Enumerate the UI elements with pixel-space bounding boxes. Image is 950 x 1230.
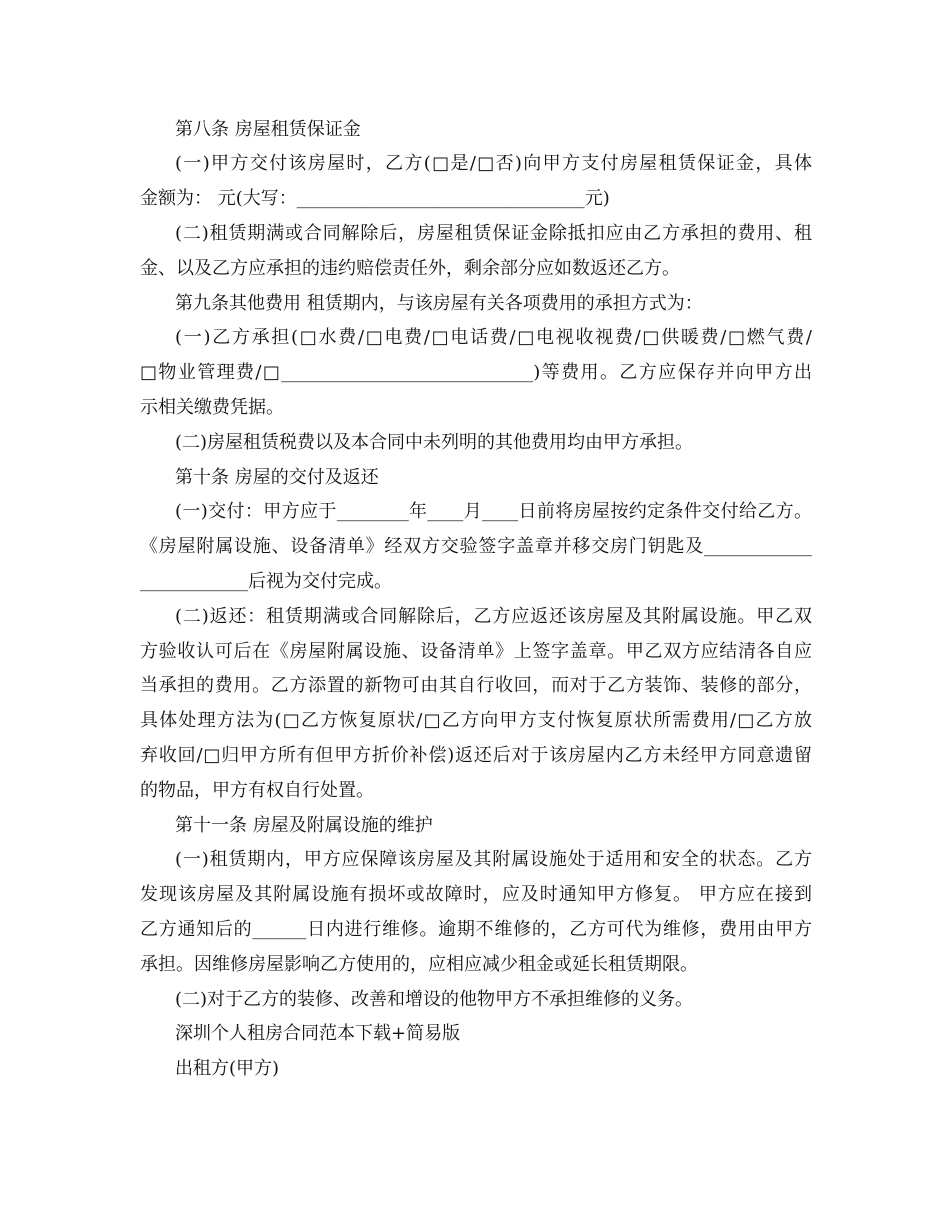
paragraph [140, 843, 812, 982]
paragraph [140, 217, 812, 287]
text-line: (一)租赁期内，甲方应保障该房屋及其附属设施处于适用和安全的状态。乙方 [175, 849, 812, 871]
paragraph [140, 600, 812, 809]
paragraph [140, 1052, 812, 1087]
text-line: (一)甲方交付该房屋时，乙方(□是/□否)向甲方支付房屋租赁保证金，具体 [175, 153, 812, 175]
text-line: 承担。因维修房屋影响乙方使用的，应相应减少租金或延长租赁期限。 [140, 953, 698, 975]
text-line: 出租方(甲方) [175, 1058, 280, 1080]
text-line: □物业管理费/□____________________________)等费用。乙方应保存并向甲方出 [140, 362, 812, 384]
text-line: 弃收回/□归甲方所有但甲方折价补偿)返还后对于该房屋内乙方未经甲方同意遗留 [140, 744, 812, 766]
text-line: 《房屋附属设施、设备清单》经双方交验签字盖章并移交房门钥匙及____________ [140, 536, 812, 558]
text-line: 当承担的费用。乙方添置的新物可由其自行收回，而对于乙方装饰、装修的部分， [140, 675, 812, 697]
text-line: (一)乙方承担(□水费/□电费/□电话费/□电视收视费/□供暖费/□燃气费/ [175, 327, 812, 349]
text-line: 第十条 房屋的交付及返还 [175, 466, 379, 488]
paragraph [140, 321, 812, 425]
paragraph [140, 147, 812, 217]
text-line: (一)交付：甲方应于________年____月____日前将房屋按约定条件交付给乙方。 [175, 501, 812, 523]
text-line: 发现该房屋及其附属设施有损坏或故障时，应及时通知甲方修复。 甲方应在接到 [140, 884, 812, 906]
article-heading [140, 287, 812, 322]
text-line: (二)房屋租赁税费以及本合同中未列明的其他费用均由甲方承担。 [175, 431, 694, 453]
text-line: (二)返还：租赁期满或合同解除后，乙方应返还该房屋及其附属设施。甲乙双 [175, 605, 812, 627]
document-body [140, 113, 812, 1087]
text-line: 金额为： 元(大写：________________________________元) [140, 188, 610, 210]
text-line: 乙方通知后的______日内进行维修。逾期不维修的，乙方可代为维修，费用由甲方 [140, 918, 812, 940]
article-heading [140, 809, 812, 844]
text-line: 示相关缴费凭据。 [140, 396, 284, 418]
paragraph [140, 426, 812, 461]
text-line: 第八条 房屋租赁保证金 [175, 118, 361, 140]
paragraph [140, 495, 812, 599]
text-line: (二)租赁期满或合同解除后，房屋租赁保证金除抵扣应由乙方承担的费用、租 [175, 222, 812, 244]
text-line: 深圳个人租房合同范本下载+简易版 [175, 1023, 461, 1045]
text-line: 具体处理方法为(□乙方恢复原状/□乙方向甲方支付恢复原状所需费用/□乙方放 [140, 710, 812, 732]
text-line: 方验收认可后在《房屋附属设施、设备清单》上签字盖章。甲乙双方应结清各自应 [140, 640, 812, 662]
text-line: 第十一条 房屋及附属设施的维护 [175, 814, 433, 836]
article-heading [140, 113, 812, 148]
paragraph [140, 1017, 812, 1052]
paragraph [140, 983, 812, 1018]
text-line: 的物品，甲方有权自行处置。 [140, 779, 374, 801]
text-line: ____________后视为交付完成。 [140, 570, 392, 592]
text-line: 金、以及乙方应承担的违约赔偿责任外，剩余部分应如数返还乙方。 [140, 257, 680, 279]
article-heading [140, 461, 812, 496]
text-line: (二)对于乙方的装修、改善和增设的他物甲方不承担维修的义务。 [175, 988, 694, 1010]
text-line: 第九条其他费用 租赁期内，与该房屋有关各项费用的承担方式为： [175, 292, 703, 314]
